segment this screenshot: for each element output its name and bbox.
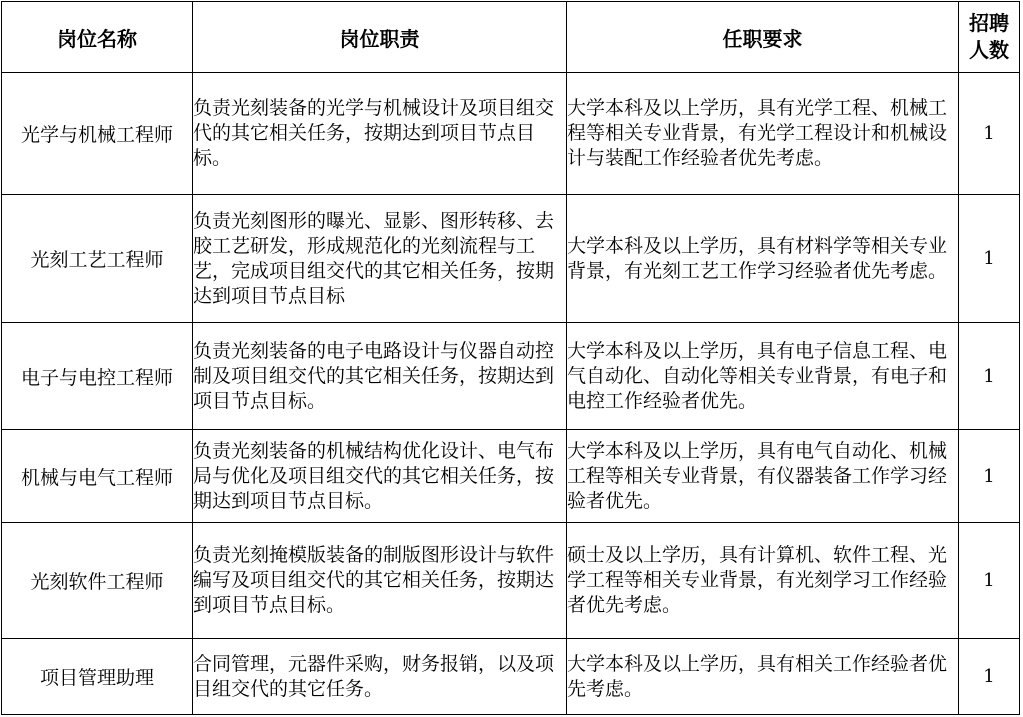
- requirements-cell: 硕士及以上学历，具有计算机、软件工程、光学工程等相关专业背景，有光刻学习工作经验者优先考虑。: [567, 523, 959, 639]
- position-cell: 电子与电控工程师: [2, 323, 193, 430]
- requirements-cell: 大学本科及以上学历，具有相关工作经验者优先考虑。: [567, 639, 959, 715]
- table-row: [2, 523, 1020, 639]
- header-requirements: 任职要求: [567, 2, 959, 73]
- table-row: [2, 73, 1020, 195]
- duties-cell: 负责光刻装备的电子电路设计与仪器自动控制及项目组交代的其它相关任务，按期达到项目节点目标。: [193, 323, 567, 430]
- header-count-line2: 人数: [969, 38, 1009, 62]
- duties-cell: 负责光刻装备的机械结构优化设计、电气布局与优化及项目组交代的其它相关任务，按期达到项目节点目标。: [193, 430, 567, 523]
- requirements-cell: 大学本科及以上学历，具有光学工程、机械工程等相关专业背景，有光学工程设计和机械设计与装配工作经验者优先考虑。: [567, 73, 959, 195]
- duties-cell: 负责光刻图形的曝光、显影、图形转移、去胶工艺研发，形成规范化的光刻流程与工艺，完成项目组交代的其它相关任务，按期达到项目节点目标: [193, 195, 567, 323]
- position-cell: 光刻软件工程师: [2, 523, 193, 639]
- table-row: [2, 639, 1020, 715]
- recruitment-table: [1, 1, 1020, 715]
- requirements-cell: 大学本科及以上学历，具有材料学等相关专业背景，有光刻工艺工作学习经验者优先考虑。: [567, 195, 959, 323]
- header-count: [959, 2, 1020, 73]
- count-cell: 1: [959, 523, 1020, 639]
- count-cell: 1: [959, 639, 1020, 715]
- table-row: [2, 323, 1020, 430]
- position-cell: 机械与电气工程师: [2, 430, 193, 523]
- duties-cell: 负责光刻装备的光学与机械设计及项目组交代的其它相关任务，按期达到项目节点目标。: [193, 73, 567, 195]
- count-cell: 1: [959, 323, 1020, 430]
- count-cell: 1: [959, 430, 1020, 523]
- count-cell: 1: [959, 195, 1020, 323]
- position-cell: 光学与机械工程师: [2, 73, 193, 195]
- position-cell: 光刻工艺工程师: [2, 195, 193, 323]
- header-row: [2, 2, 1020, 73]
- requirements-cell: 大学本科及以上学历，具有电气自动化、机械工程等相关专业背景，有仪器装备工作学习经验者优先。: [567, 430, 959, 523]
- header-duties: 岗位职责: [193, 2, 567, 73]
- header-count-line1: 招聘: [969, 11, 1009, 35]
- table-row: [2, 430, 1020, 523]
- duties-cell: 合同管理，元器件采购，财务报销，以及项目组交代的其它任务。: [193, 639, 567, 715]
- table-row: [2, 195, 1020, 323]
- duties-cell: 负责光刻掩模版装备的制版图形设计与软件编写及项目组交代的其它相关任务，按期达到项目节点目标。: [193, 523, 567, 639]
- position-cell: 项目管理助理: [2, 639, 193, 715]
- requirements-cell: 大学本科及以上学历，具有电子信息工程、电气自动化、自动化等相关专业背景，有电子和电控工作经验者优先。: [567, 323, 959, 430]
- header-position: 岗位名称: [2, 2, 193, 73]
- count-cell: 1: [959, 73, 1020, 195]
